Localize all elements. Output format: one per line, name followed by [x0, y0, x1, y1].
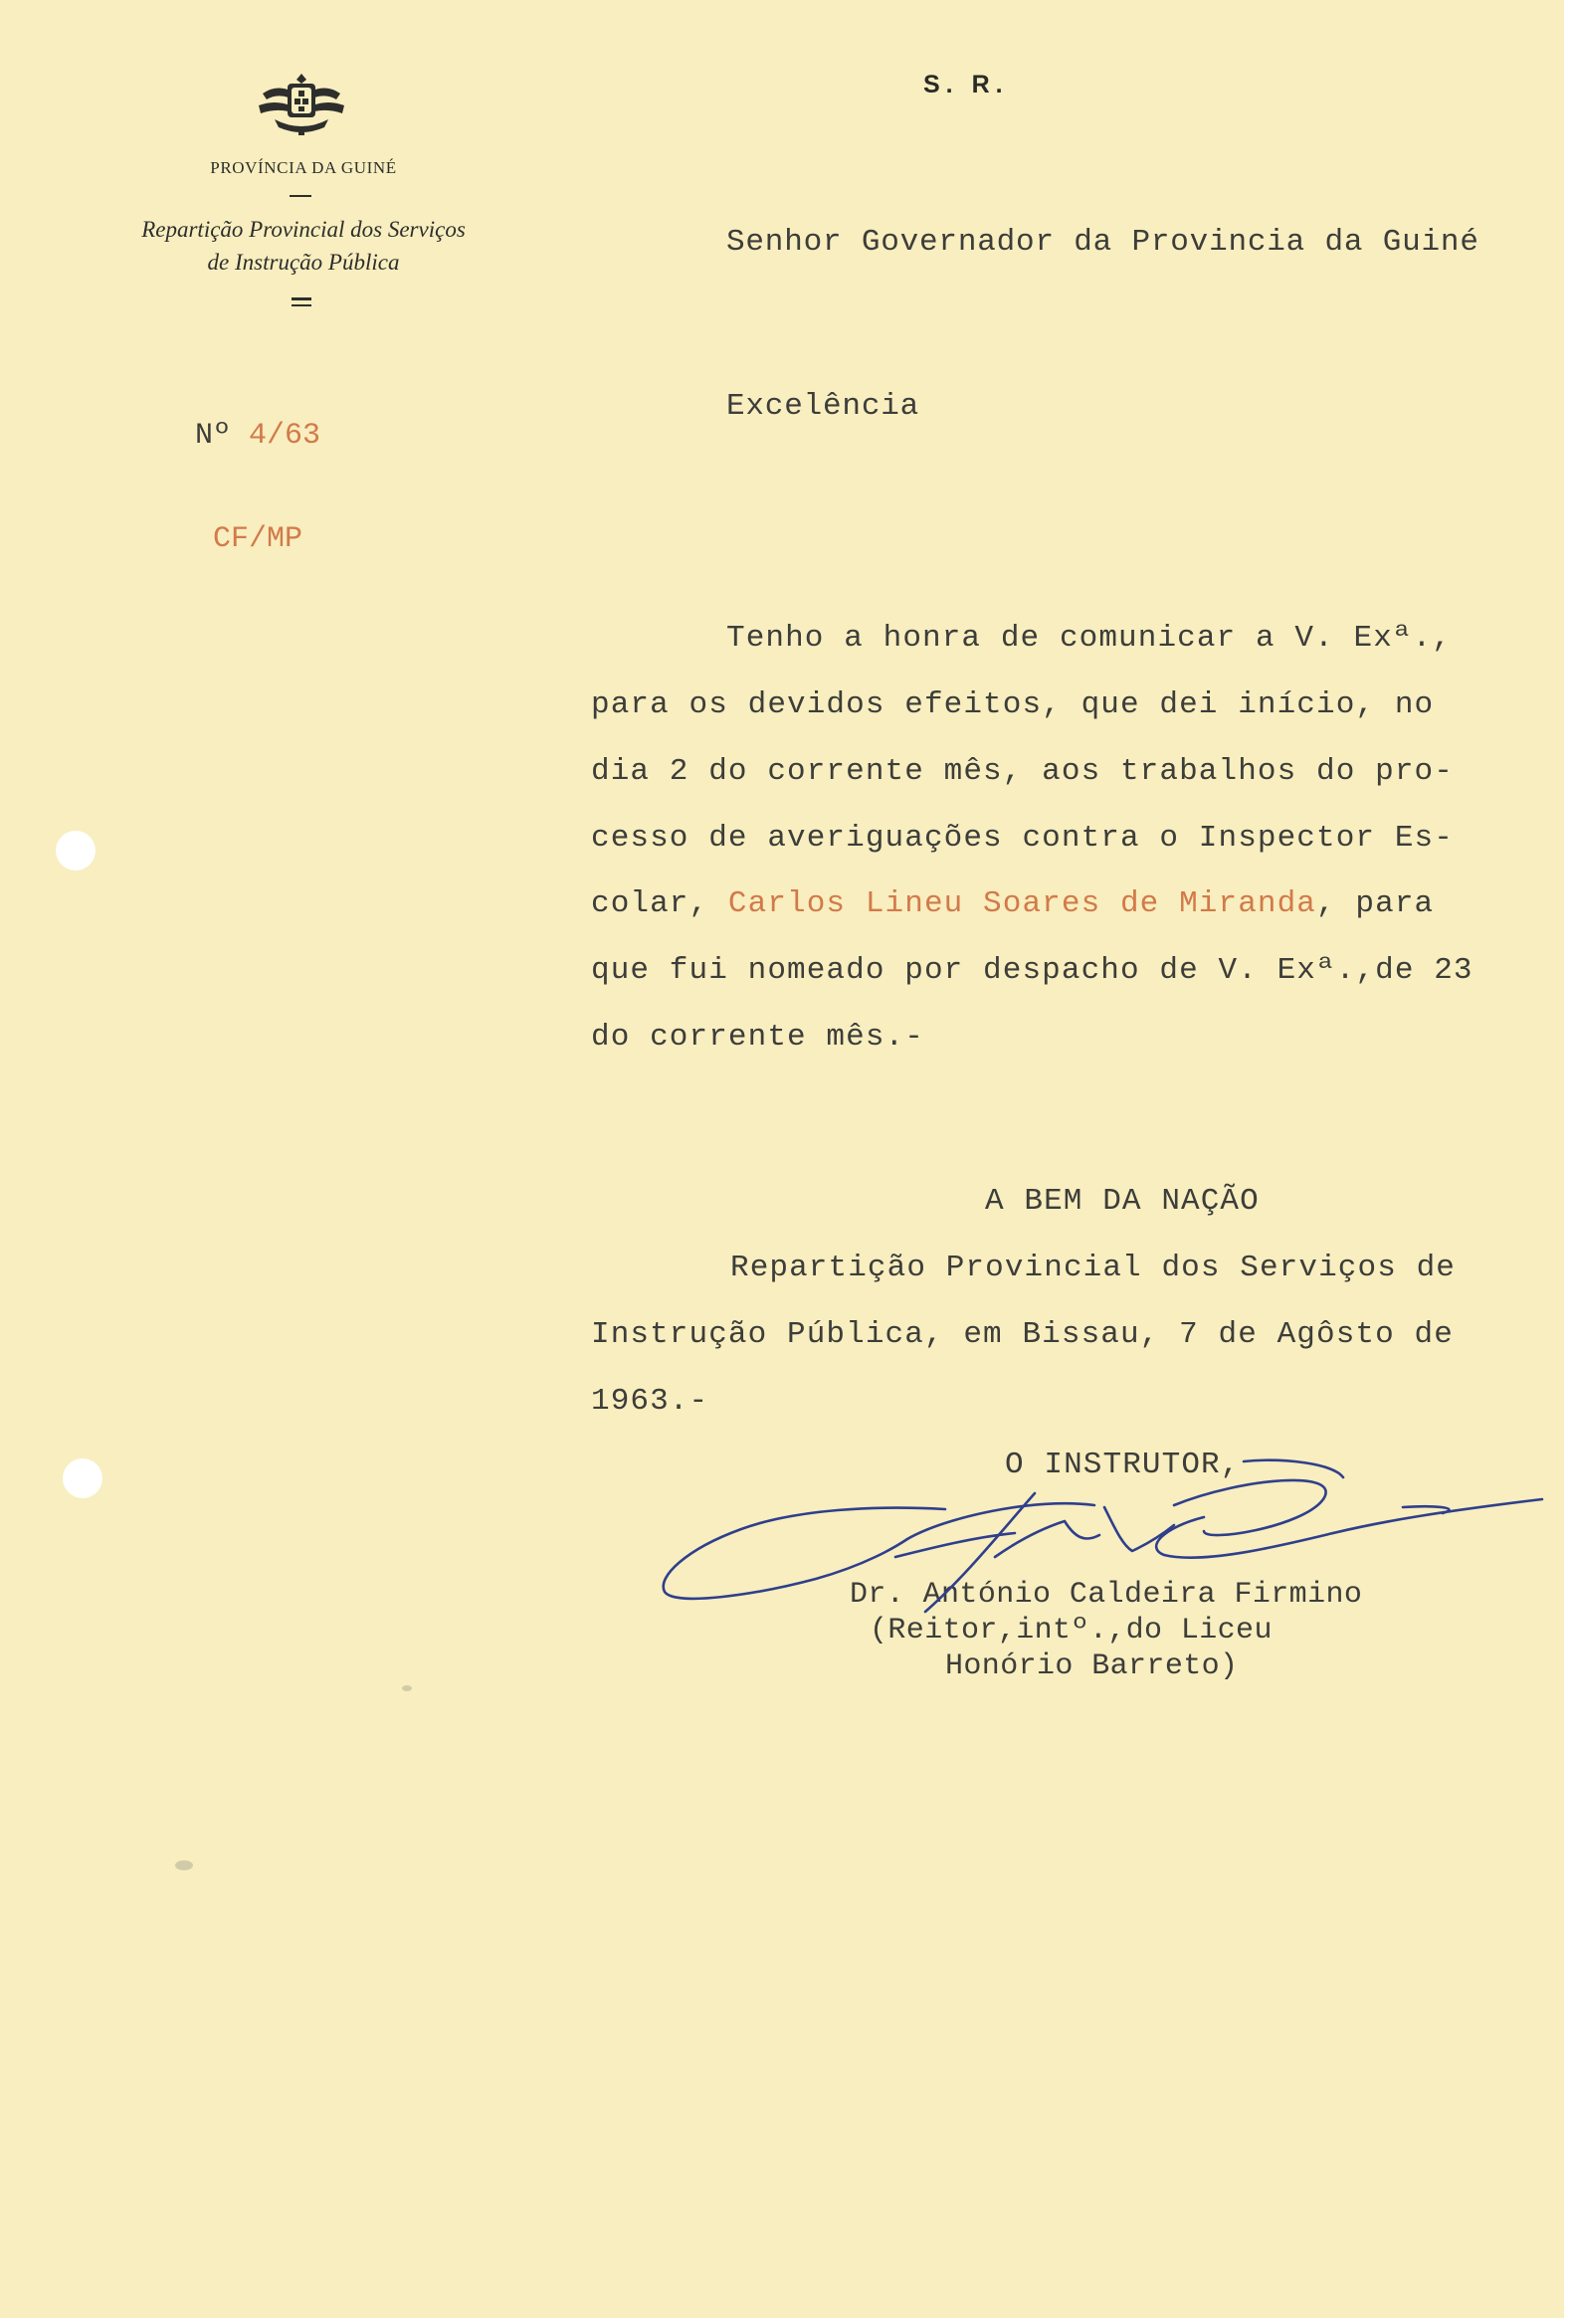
closing-line-1: Repartição Provincial dos Serviços de	[730, 1251, 1457, 1285]
letterhead-divider	[290, 195, 311, 197]
body-line-2: para os devidos efeitos, que dei início, no	[591, 687, 1435, 722]
reference-initials: CF/MP	[213, 522, 303, 556]
body-line-6: que fui nomeado por despacho de V. Exª.,de 23	[591, 953, 1473, 988]
closing-motto: A BEM DA NAÇÃO	[985, 1184, 1260, 1219]
letterhead-divider-bold	[292, 297, 311, 300]
punch-hole-lower	[63, 1458, 102, 1498]
paper-smudge	[402, 1685, 412, 1691]
body-line-5-end: , para	[1316, 886, 1435, 921]
letterhead-department-line1: Repartição Provincial dos Serviços	[141, 217, 466, 242]
body-line-5-start: colar,	[591, 886, 728, 921]
inspector-name: Carlos Lineu Soares de Miranda	[727, 886, 1317, 921]
addressee: Senhor Governador da Provincia da Guiné	[726, 225, 1479, 260]
body-line-4: cesso de averiguações contra o Inspector Es-	[591, 821, 1454, 856]
closing-line-2: Instrução Pública, em Bissau, 7 de Agôsto de	[591, 1317, 1454, 1352]
signatory-title-line2: Honório Barreto)	[945, 1649, 1239, 1683]
paper-smudge	[175, 1860, 193, 1870]
letterhead-province: PROVÍNCIA DA GUINÉ	[210, 158, 397, 177]
signatory-name: Dr. António Caldeira Firmino	[850, 1578, 1363, 1612]
reference-number-value: 4/63	[249, 419, 321, 453]
signatory-role: O INSTRUTOR,	[1005, 1448, 1241, 1482]
punch-hole-upper	[56, 831, 96, 871]
body-line-7: do corrente mês.-	[591, 1020, 924, 1055]
closing-line-3: 1963.-	[591, 1384, 709, 1419]
body-line-3: dia 2 do corrente mês, aos trabalhos do pro-	[591, 754, 1454, 789]
classification-mark: S. R.	[923, 71, 1009, 98]
letterhead-department-line2: de Instrução Pública	[207, 250, 400, 275]
body-line-5	[591, 886, 1434, 921]
reference-number	[195, 419, 320, 453]
coat-of-arms-icon	[255, 72, 348, 137]
body-line-1: Tenho a honra de comunicar a V. Exª.,	[726, 621, 1453, 656]
salutation: Excelência	[726, 389, 920, 424]
letterhead-divider-thin	[292, 304, 311, 306]
signatory-title-line1: (Reitor,intº.,do Liceu	[870, 1614, 1273, 1647]
reference-number-label: Nº	[195, 419, 232, 453]
handwritten-signature	[647, 1448, 1562, 1666]
